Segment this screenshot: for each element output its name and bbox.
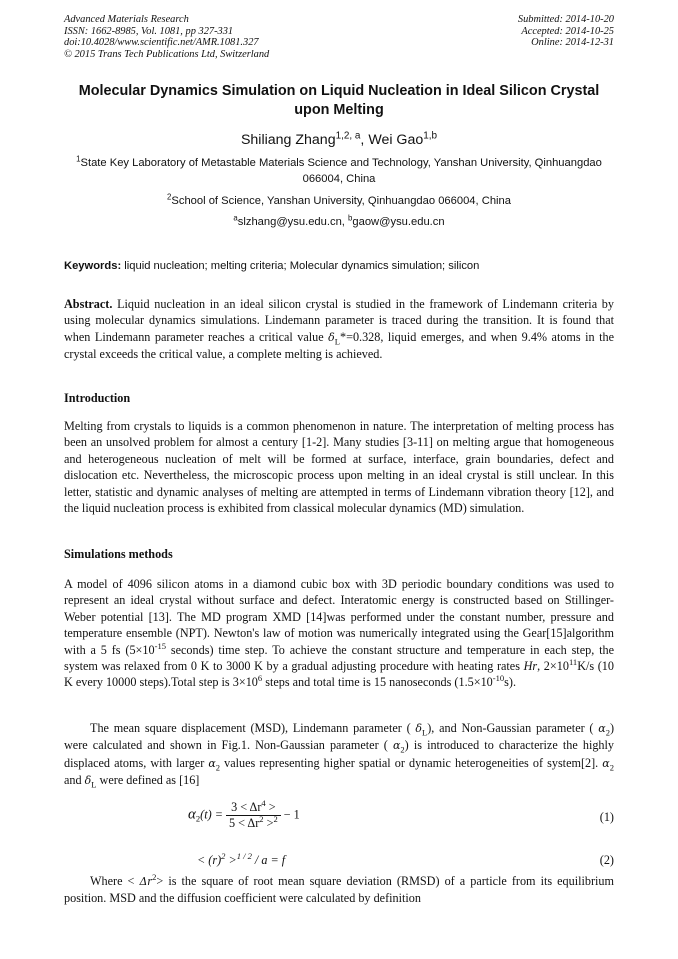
- email-a[interactable]: slzhang@ysu.edu.cn,: [237, 216, 349, 228]
- submitted-date: Submitted: 2014-10-20: [517, 14, 614, 25]
- journal-name: Advanced Materials Research: [64, 14, 189, 25]
- m1c-sup: 11: [568, 656, 578, 667]
- m2d: ) is introduced to characterize the highly displaced atoms, with larger: [64, 738, 615, 770]
- m1a-sup: -15: [154, 640, 166, 651]
- intro-heading: Introduction: [64, 391, 131, 405]
- equation-1-body: [188, 797, 300, 831]
- eq1-den-sup: 2: [259, 813, 264, 824]
- pe-b: > is the square of root mean square deviation (RMSD) of a particle from its equilibrium position. MSD and the diffusion coefficient were calculated by definition: [64, 874, 614, 906]
- email-b[interactable]: gaow@ysu.edu.cn: [352, 216, 445, 228]
- delta-sub: L: [334, 336, 340, 347]
- equation-2-number: (2): [599, 853, 614, 867]
- affil-2-text: School of Science, Yanshan University, Qinhuangdao 066004, China: [171, 195, 511, 207]
- m1-hr: Hr: [523, 659, 538, 674]
- methods-paragraph-2: [64, 720, 614, 790]
- author-2-affil: 1,b: [423, 130, 438, 142]
- eq1-alpha: α: [188, 806, 196, 823]
- equation-1: [64, 797, 614, 838]
- m1e: steps and total time is 15 nanoseconds (1.5×10: [262, 675, 493, 690]
- eq1-num-end: >: [265, 800, 276, 814]
- keywords: [64, 260, 614, 272]
- m2g: were defined as [16]: [96, 773, 200, 788]
- author-line: [64, 132, 614, 148]
- m2b: ), and Non-Gaussian parameter (: [427, 721, 599, 735]
- m2e: values representing higher spatial or dynamic heterogeneities of system[2].: [220, 755, 603, 770]
- author-1-affil: 1,2, a: [335, 130, 361, 142]
- methods-heading: Simulations methods: [64, 547, 173, 561]
- m2c: ) were calculated and shown in Fig.1. Non-Gaussian parameter (: [64, 721, 615, 753]
- m1e-sup: -10: [492, 673, 505, 684]
- methods-paragraph-1: [64, 576, 614, 691]
- m1c: , 2×10: [537, 659, 569, 674]
- eq1-num-text: 3 < Δr: [231, 800, 262, 814]
- equation-2-body: [197, 850, 286, 868]
- accepted-date: Accepted: 2014-10-25: [521, 25, 614, 37]
- abstract-text-2: *=0.328, liquid emerges, and when 9.4% atoms in the crystal exceeds the critical value, a complete melting is achieved.: [64, 329, 614, 362]
- keywords-text: liquid nucleation; melting criteria; Molecular dynamics simulation; silicon: [121, 260, 480, 272]
- abstract-text-1: Liquid nucleation in an ideal silicon crystal is studied in the framework of Lindemann criteria by using molecular dynamics simulations. Lindemann parameter is traced during the transition. It is found that when Lindemann parameter reaches a critical value: [64, 297, 614, 344]
- eq1-den-end: >: [263, 816, 274, 830]
- online-date: Online: 2014-12-31: [531, 37, 614, 49]
- email-b-mark: b: [348, 213, 353, 223]
- m1a: A model of 4096 silicon atoms in a diamond cubic box with 3D periodic boundary conditions was used to represent an ideal crystal without surface and defect. Interatomic energy is constructed based on Stillinger-Weber potential [13]. The MD program XMD [14]was performed under the constant number, pressure and temperature ensemble (NPT). Newton's law of motion was numerically integrated using the Gear[15]algorithm with a 5 fs (5×10: [64, 577, 614, 657]
- m2f: and: [64, 773, 85, 788]
- author-sep: ,: [360, 132, 369, 148]
- m2-alpha-3-sub: 2: [215, 762, 221, 773]
- abstract-label: Abstract.: [64, 297, 113, 311]
- m2-alpha-2-sub: 2: [400, 744, 405, 755]
- affil-2-mark: 2: [167, 192, 172, 202]
- equation-2: [64, 850, 614, 871]
- eq1-fraction: [226, 797, 281, 831]
- m2-alpha-4-sub: 2: [609, 762, 614, 773]
- m2-alpha-1: α: [598, 722, 606, 735]
- eq1-lhs-arg: (t) =: [200, 807, 223, 822]
- email-a-mark: a: [233, 213, 238, 223]
- affil-1-mark: 1: [76, 154, 81, 164]
- copyright-line: © 2015 Trans Tech Publications Ltd, Switzerland: [64, 48, 270, 60]
- equation-1-number: (1): [599, 810, 614, 824]
- delta-symbol: δ: [328, 330, 335, 344]
- eq1-den-sup2: 2: [273, 813, 278, 824]
- doi-line: doi:10.4028/www.scientific.net/AMR.1081.327: [64, 37, 259, 49]
- m2-delta-1-sub: L: [422, 727, 428, 738]
- intro-paragraph: Melting from crystals to liquids is a common phenomenon in nature. The interpretation of melting process has been an unsolved problem for almost a century [1-2]. Many studies [3-11] on melting argue that homogeneous and heterogeneous nucleation of melt will be formed at surface, interface, grain boundaries, defect and dislocation etc. Nevertheless, the microscopic process upon melting in an ideal crystal is still unclear. In this letter, statistic and dynamic analyses of melting are attempted in terms of Lindemann vibration theory [12], and the liquid nucleation process is exhibited from classical molecular dynamics (MD) simulation.: [64, 419, 614, 516]
- eq1-denominator: [226, 813, 281, 831]
- m1b: seconds) time step. To achieve the constant structure and temperature in each step, the system was relaxed from 0 K to 3000 K by a gradual adjusting procedure with heating rates: [64, 642, 614, 674]
- m2a: The mean square displacement (MSD), Lindemann parameter (: [90, 721, 416, 735]
- m1d-sup: 6: [257, 673, 263, 684]
- affiliation-1: [64, 155, 614, 187]
- m1d: K/s (10 K every 10000 steps).Total step is 3×10: [64, 659, 614, 690]
- eq1-den-text: 5 < Δr: [228, 816, 260, 830]
- m2-alpha-3: α: [208, 756, 216, 770]
- dates-info: [518, 14, 614, 49]
- m2-delta-2: δ: [84, 774, 92, 788]
- m2-delta-1: δ: [415, 722, 423, 735]
- pe-a: Where <: [90, 874, 140, 888]
- pe-r: r: [147, 874, 153, 888]
- eq1-num-sup: 4: [261, 797, 266, 808]
- m2-alpha-4: α: [602, 756, 610, 770]
- m2-alpha-1-sub: 2: [605, 727, 610, 738]
- eq1-alpha-sub: 2: [195, 813, 201, 824]
- author-2: Wei Gao: [368, 132, 424, 148]
- eq2-text3: / a = f: [251, 853, 286, 867]
- eq2-sup1: 2: [221, 850, 226, 861]
- eq1-tail: − 1: [283, 807, 300, 822]
- issn-line: ISSN: 1662-8985, Vol. 1081, pp 327-331: [64, 25, 234, 37]
- pe-delta: Δ: [139, 875, 148, 888]
- abstract: [64, 296, 614, 363]
- keywords-label: Keywords:: [64, 260, 122, 272]
- eq2-sup2: 1 / 2: [236, 850, 252, 861]
- affiliation-2: [64, 193, 614, 209]
- affil-1-text: State Key Laboratory of Metastable Materials Science and Technology, Yanshan University, Qinhuangdao 066004, China: [80, 157, 602, 185]
- author-1: Shiliang Zhang: [240, 132, 336, 148]
- eq2-text1: < (r): [197, 853, 222, 867]
- pe-sup: 2: [152, 871, 157, 882]
- emails: [64, 214, 614, 230]
- m2-delta-2-sub: L: [91, 779, 97, 790]
- m1f: s).: [504, 675, 517, 690]
- journal-info: [64, 14, 269, 60]
- post-equation-paragraph: [64, 873, 614, 907]
- eq2-text2: >: [225, 853, 237, 867]
- paper-title: Molecular Dynamics Simulation on Liquid Nucleation in Ideal Silicon Crystal upon Melting: [78, 83, 600, 118]
- m2-alpha-2: α: [392, 739, 401, 753]
